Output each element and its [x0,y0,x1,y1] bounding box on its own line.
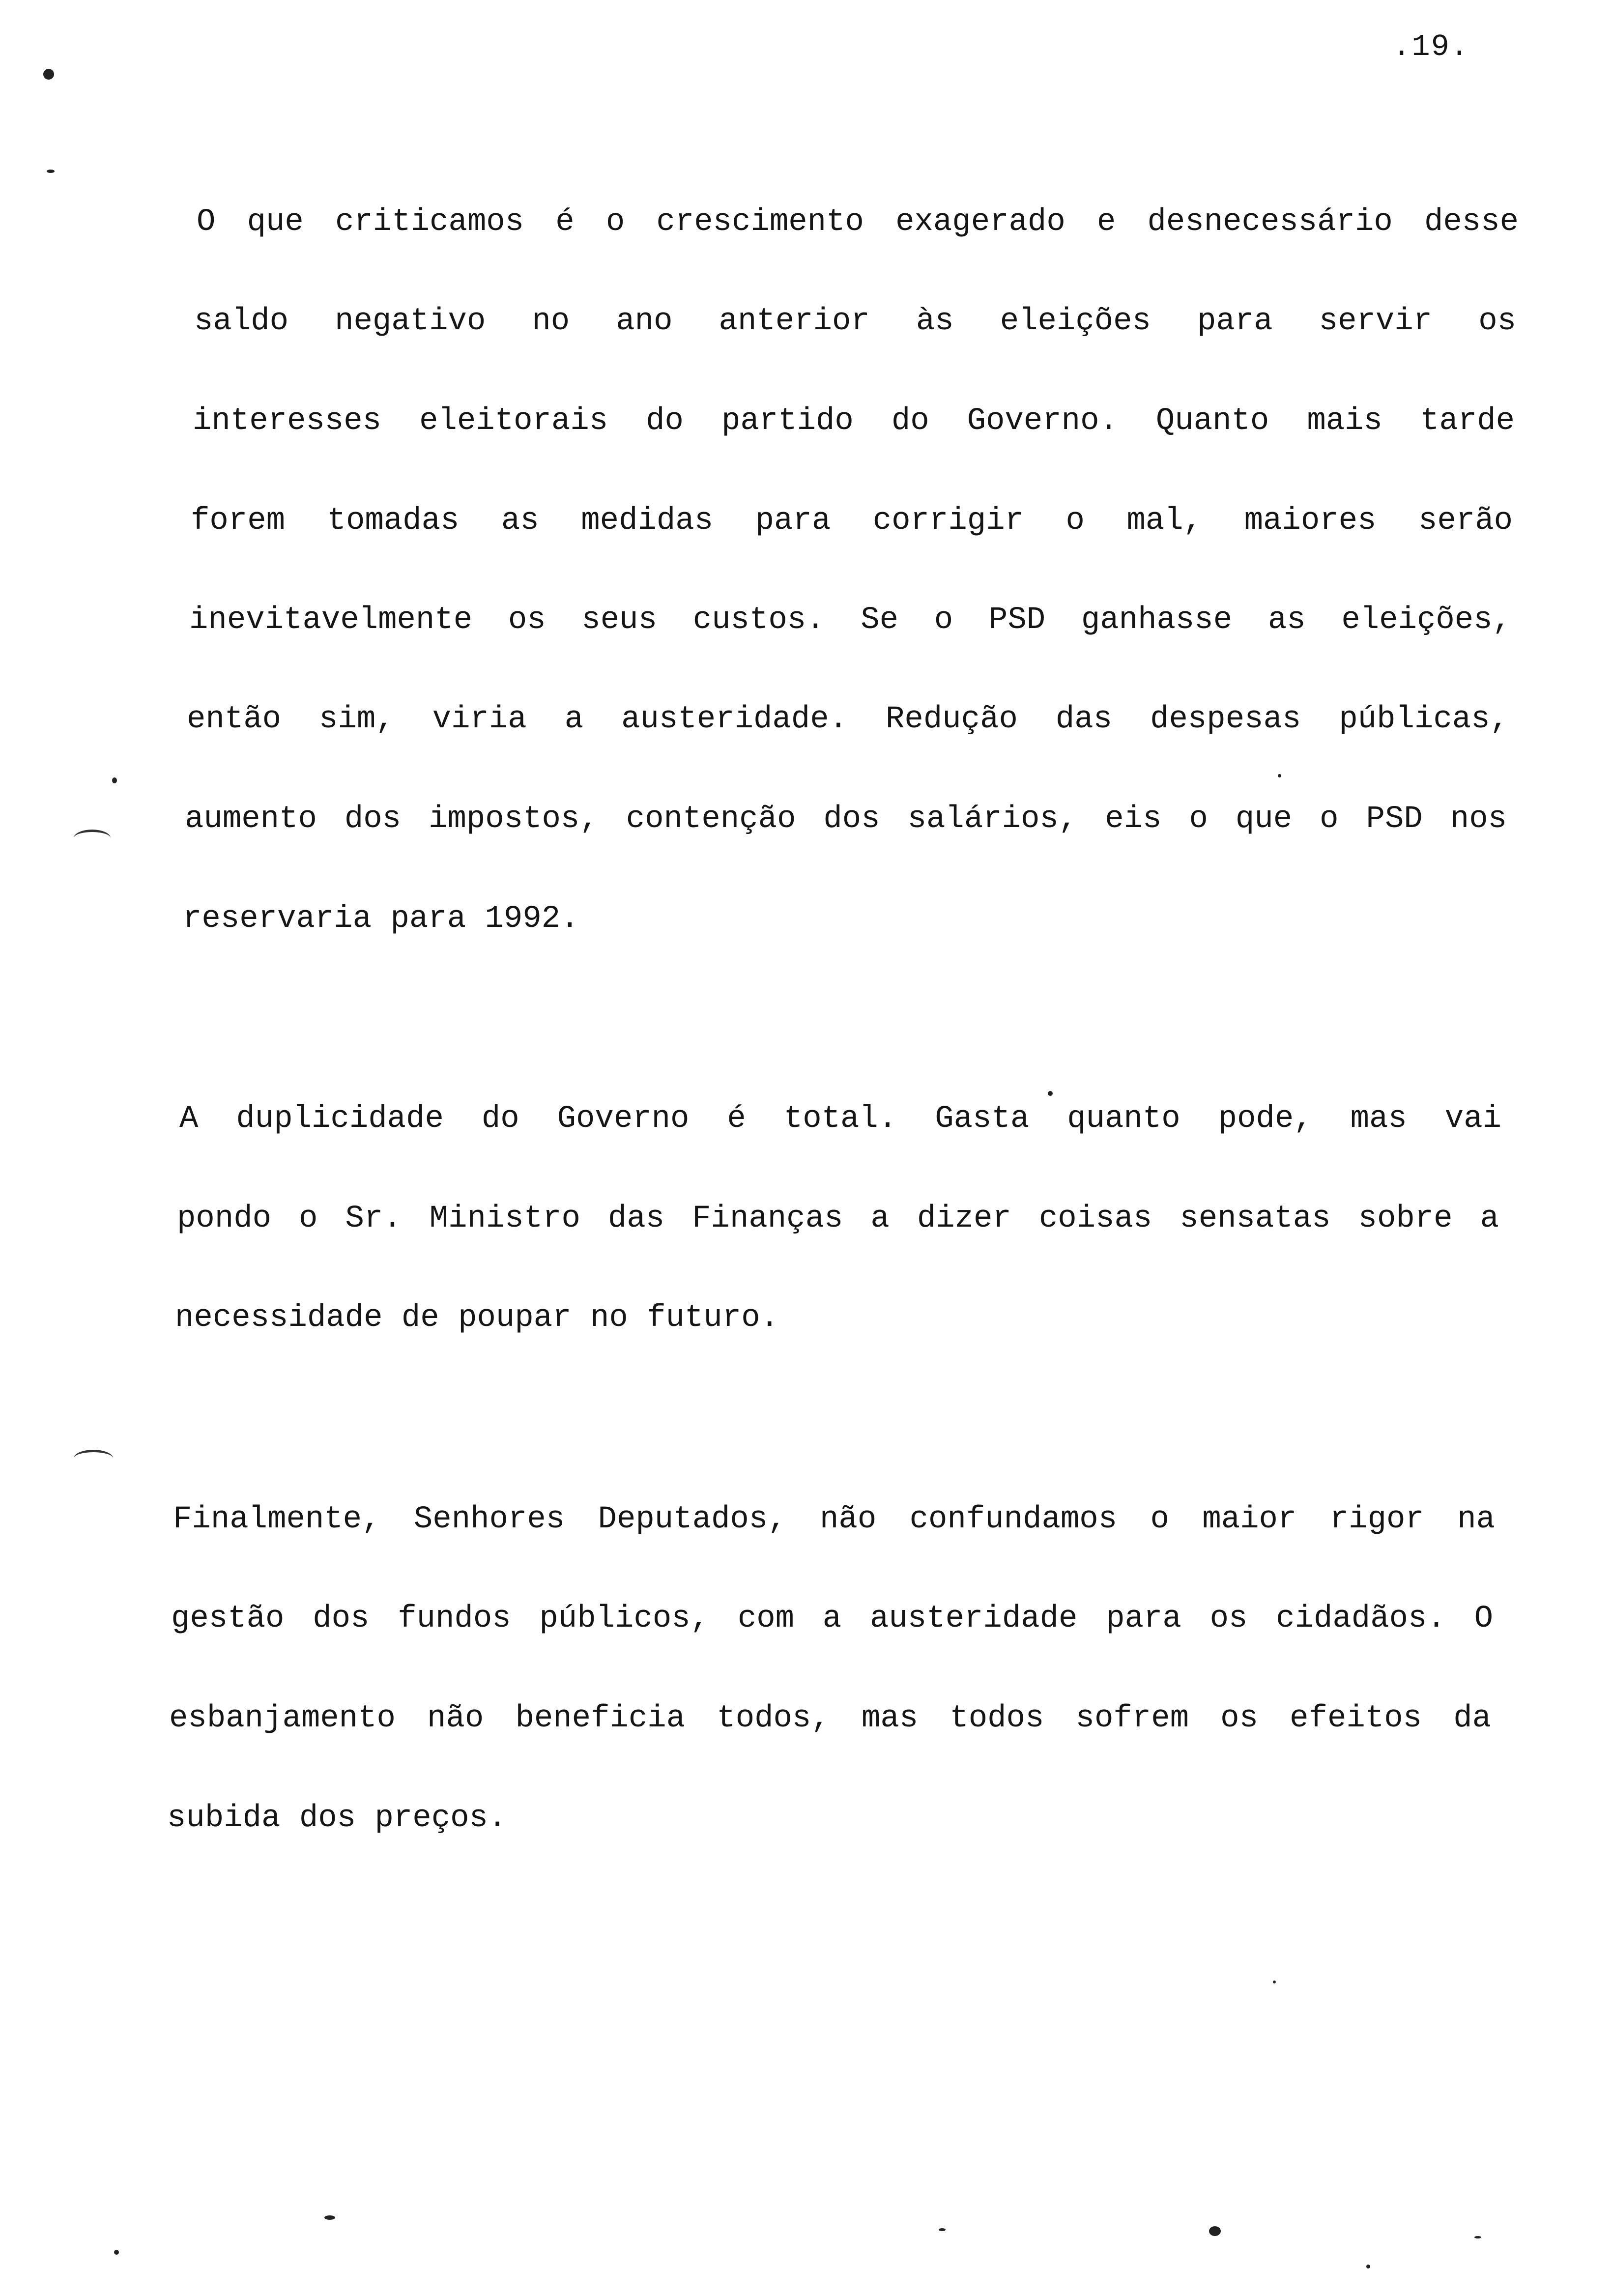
scan-speck [939,2228,946,2231]
text-line: gestão dos fundos públicos, com a austeridade para os cidadãos. O [171,1601,1493,1636]
text-line: Finalmente, Senhores Deputados, não confundamos o maior rigor na [173,1502,1495,1537]
text-line: então sim, viria a austeridade. Redução das despesas públicas, [187,702,1509,737]
text-line: saldo negativo no ano anterior às eleições para servir os [194,304,1516,339]
page-number: .19. [1392,29,1469,64]
scan-speck [324,2215,335,2220]
scan-speck [114,2250,119,2255]
text-line: A duplicidade do Governo é total. Gasta quanto pode, mas vai [179,1101,1501,1137]
scan-speck [1474,2236,1481,2239]
scan-speck [1273,1980,1276,1983]
scan-arc-mark [74,830,111,847]
text-line: reservaria para 1992. [183,901,579,937]
scan-speck [112,777,117,783]
text-line: forem tomadas as medidas para corrigir o mal, maiores serão [191,503,1513,539]
text-line: inevitavelmente os seus custos. Se o PSD ganhasse as eleições, [189,603,1511,638]
scan-speck [1366,2265,1370,2268]
scan-speck [47,170,55,173]
text-line: interesses eleitorais do partido do Governo. Quanto mais tarde [193,403,1515,439]
text-line: pondo o Sr. Ministro das Finanças a dizer coisas sensatas sobre a [177,1201,1499,1236]
scan-speck [43,69,54,80]
scan-speck [1278,774,1281,777]
text-line: necessidade de poupar no futuro. [175,1300,779,1336]
text-line: esbanjamento não beneficia todos, mas todos sofrem os efeitos da [169,1701,1491,1736]
scan-speck [1048,1091,1053,1096]
text-line: subida dos preços. [167,1801,507,1836]
scan-arc-mark [74,1450,113,1467]
text-line: aumento dos impostos, contenção dos salários, eis o que o PSD nos [185,802,1507,837]
text-line: O que criticamos é o crescimento exagerado e desnecessário desse [197,204,1519,240]
scan-speck [1209,2226,1221,2236]
